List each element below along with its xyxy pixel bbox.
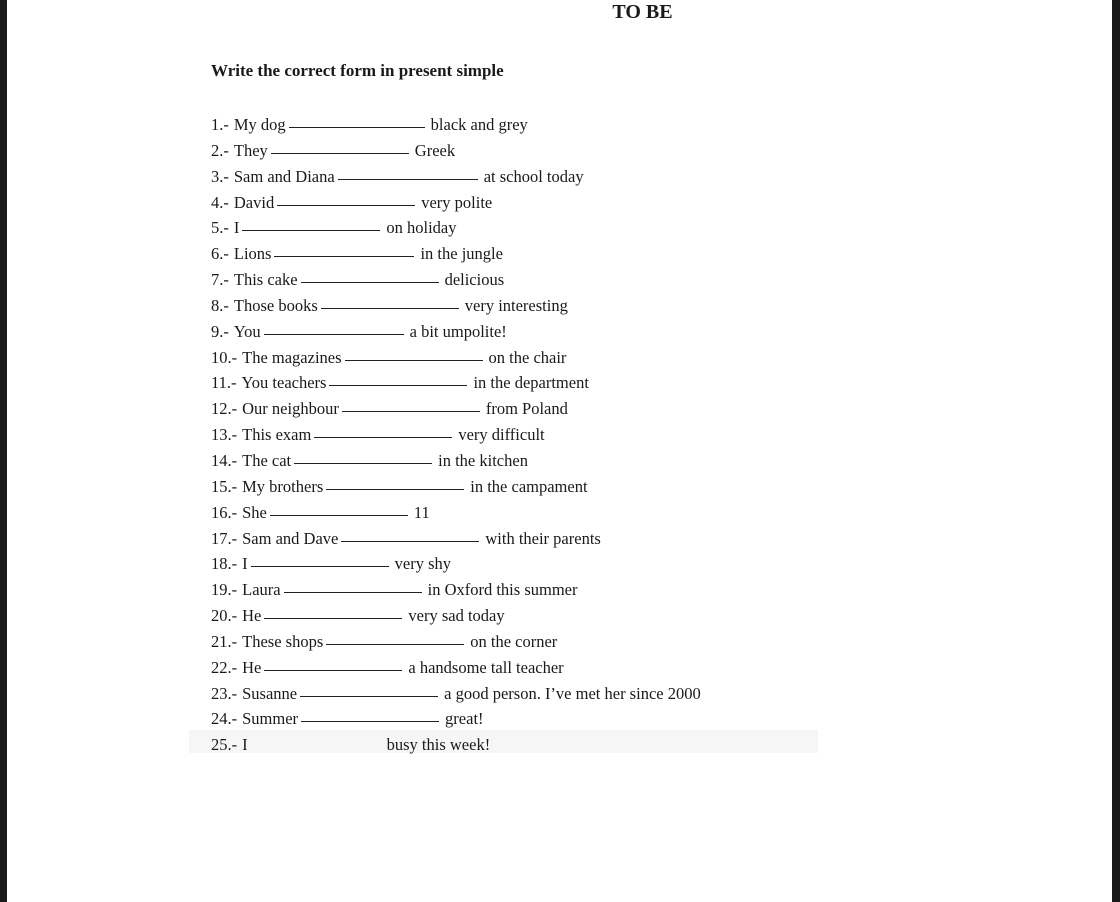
item-complement: at school today [483,166,584,186]
exercise-item [211,500,701,526]
item-number: 24.- [211,709,238,729]
exercise-item [211,448,701,474]
answer-blank[interactable] [329,384,467,386]
answer-blank[interactable] [314,436,452,438]
item-subject: My dog [233,115,286,134]
item-complement: delicious [444,270,505,290]
exercise-item [211,681,701,707]
item-number: 10.- [211,347,238,367]
answer-blank[interactable] [264,333,404,335]
item-complement: with their parents [485,528,601,548]
item-number: 17.- [211,528,238,548]
item-number: 16.- [211,502,238,522]
answer-blank[interactable] [300,695,438,697]
answer-blank[interactable] [271,152,409,154]
exercise-item [211,319,701,345]
left-screen-edge [0,0,7,902]
item-subject: Our neighbour [242,399,339,419]
item-subject: Those books [233,295,318,315]
item-complement: a handsome tall teacher [408,657,564,677]
item-subject: They [233,140,268,160]
exercise-item [211,267,701,293]
item-subject: You teachers [241,373,327,393]
item-subject: David [233,192,275,212]
answer-blank[interactable] [326,643,464,645]
item-number: 21.- [211,631,238,651]
item-number: 8.- [211,295,229,315]
item-subject: This exam [242,425,312,445]
exercise-item [211,732,701,758]
exercise-item [211,474,701,500]
item-complement: 11 [413,502,430,522]
exercise-item [211,164,701,190]
exercise-item [211,190,701,216]
item-complement: very polite [421,192,493,212]
item-subject: My brothers [242,476,324,496]
answer-blank[interactable] [289,126,425,128]
item-number: 19.- [211,580,238,600]
worksheet-page [7,0,1112,902]
item-number: 3.- [211,166,229,186]
answer-blank[interactable] [294,462,432,464]
item-complement: in the department [473,373,589,393]
item-number: 9.- [211,321,229,341]
item-complement: very difficult [458,425,545,445]
item-complement: on holiday [386,218,457,238]
item-subject: You [233,321,261,341]
answer-blank[interactable] [341,540,479,542]
item-complement: a good person. I’ve met her since 2000 [444,683,701,703]
item-subject: The magazines [242,347,342,367]
item-subject: I [233,218,240,238]
answer-blank[interactable] [270,514,408,516]
worksheet-title: TO BE [612,1,673,23]
item-number: 6.- [211,244,229,264]
answer-blank[interactable] [274,255,414,257]
item-number: 4.- [211,192,229,212]
item-complement: on the chair [488,347,567,367]
item-subject: This cake [233,270,298,290]
item-subject: Lions [233,244,272,264]
item-subject: Summer [242,709,299,729]
exercise-item [211,138,701,164]
item-subject: I [242,735,248,755]
exercise-item [211,526,701,552]
item-number: 25.- [211,735,238,755]
item-number: 2.- [211,140,229,160]
item-number: 13.- [211,425,238,445]
item-number: 20.- [211,606,238,626]
item-number: 18.- [211,554,238,574]
exercise-item [211,396,701,422]
exercise-item [211,112,701,138]
item-complement: Greek [414,140,456,160]
item-complement: in Oxford this summer [427,580,578,600]
answer-blank[interactable] [342,410,480,412]
item-complement: very interesting [464,295,568,315]
item-complement: very shy [394,554,451,574]
right-screen-edge [1112,0,1120,902]
exercise-item [211,629,701,655]
exercise-list [211,112,701,758]
answer-blank[interactable] [338,178,478,180]
exercise-item [211,551,701,577]
answer-blank[interactable] [264,617,402,619]
item-complement: in the campament [470,476,588,496]
item-complement: a bit umpolite! [409,321,507,341]
item-subject: The cat [242,450,292,470]
exercise-item [211,706,701,732]
exercise-item [211,655,701,681]
answer-blank[interactable] [277,204,415,206]
exercise-item [211,603,701,629]
exercise-item [211,422,701,448]
exercise-item [211,215,701,241]
answer-blank[interactable] [326,488,464,490]
item-subject: He [242,606,262,626]
item-subject: Laura [242,580,281,600]
item-number: 7.- [211,270,229,290]
answer-blank[interactable] [264,669,402,671]
item-complement: in the kitchen [438,450,528,470]
answer-blank[interactable] [345,359,483,361]
instruction-text: Write the correct form in present simple [211,61,504,80]
answer-blank[interactable] [284,591,422,593]
item-subject: Sam and Diana [233,166,335,186]
item-subject: I [242,554,248,574]
answer-blank[interactable] [321,307,459,309]
exercise-item [211,370,701,396]
item-subject: Sam and Dave [242,528,339,548]
exercise-item [211,293,701,319]
item-complement: great! [445,709,484,729]
item-number: 23.- [211,683,238,703]
item-complement: on the corner [470,631,558,651]
item-subject: These shops [242,631,324,651]
answer-blank[interactable] [301,720,439,722]
item-number: 5.- [211,218,229,238]
item-number: 22.- [211,657,238,677]
exercise-item [211,241,701,267]
item-complement: very sad today [408,606,505,626]
exercise-item [211,577,701,603]
answer-blank[interactable] [251,746,381,748]
item-number: 12.- [211,399,238,419]
item-subject: She [242,502,267,522]
item-number: 1.- [211,115,229,134]
item-complement: in the jungle [420,244,503,264]
answer-blank[interactable] [242,229,380,231]
item-number: 11.- [211,373,237,393]
answer-blank[interactable] [301,281,439,283]
item-number: 15.- [211,476,238,496]
item-subject: Susanne [242,683,298,703]
item-complement: busy this week! [386,735,491,755]
item-subject: He [242,657,262,677]
answer-blank[interactable] [251,565,389,567]
item-complement: black and grey [430,115,528,134]
exercise-item [211,345,701,371]
item-complement: from Poland [485,399,568,419]
item-number: 14.- [211,450,238,470]
